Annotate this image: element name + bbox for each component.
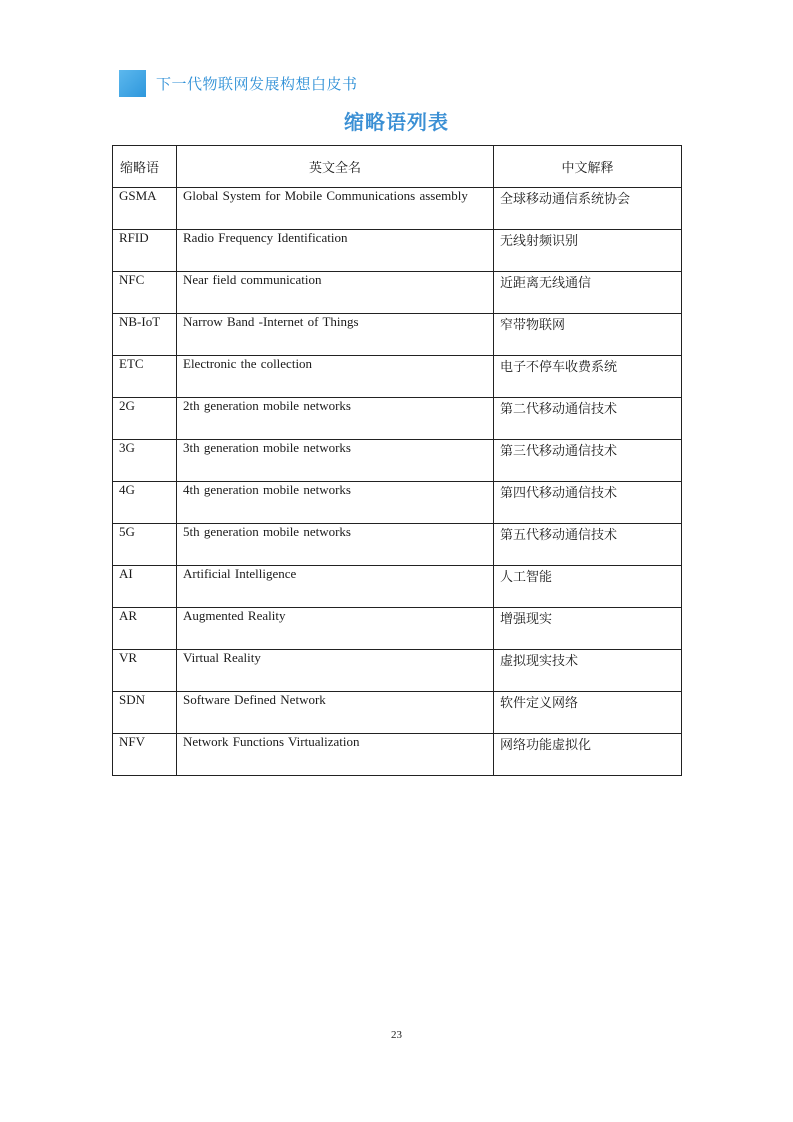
abbreviation-cell: NFV bbox=[113, 734, 177, 776]
abbreviation-cell: 2G bbox=[113, 398, 177, 440]
english-name-cell: Near field communication bbox=[177, 272, 494, 314]
abbreviation-cell: VR bbox=[113, 650, 177, 692]
chinese-explanation-cell: 第三代移动通信技术 bbox=[494, 440, 682, 482]
english-name-cell: 5th generation mobile networks bbox=[177, 524, 494, 566]
table-row bbox=[113, 230, 682, 272]
table-row bbox=[113, 692, 682, 734]
table-row bbox=[113, 566, 682, 608]
table-row bbox=[113, 272, 682, 314]
chinese-explanation-cell: 第四代移动通信技术 bbox=[494, 482, 682, 524]
english-name-cell: Software Defined Network bbox=[177, 692, 494, 734]
chinese-explanation-cell: 第五代移动通信技术 bbox=[494, 524, 682, 566]
abbreviation-table bbox=[112, 145, 682, 776]
abbreviation-cell: ETC bbox=[113, 356, 177, 398]
chinese-explanation-cell: 第二代移动通信技术 bbox=[494, 398, 682, 440]
chinese-explanation-cell: 全球移动通信系统协会 bbox=[494, 188, 682, 230]
chinese-explanation-cell: 无线射频识别 bbox=[494, 230, 682, 272]
abbreviation-cell: RFID bbox=[113, 230, 177, 272]
english-name-cell: Network Functions Virtualization bbox=[177, 734, 494, 776]
abbreviation-cell: 4G bbox=[113, 482, 177, 524]
english-name-cell: Artificial Intelligence bbox=[177, 566, 494, 608]
chinese-explanation-cell: 网络功能虚拟化 bbox=[494, 734, 682, 776]
table-row bbox=[113, 398, 682, 440]
english-name-cell: Narrow Band -Internet of Things bbox=[177, 314, 494, 356]
abbreviation-cell: AI bbox=[113, 566, 177, 608]
chinese-explanation-cell: 窄带物联网 bbox=[494, 314, 682, 356]
column-header-chinese-explanation: 中文解释 bbox=[494, 146, 682, 188]
column-header-abbreviation: 缩略语 bbox=[113, 146, 177, 188]
abbreviation-cell: AR bbox=[113, 608, 177, 650]
english-name-cell: Augmented Reality bbox=[177, 608, 494, 650]
abbreviation-cell: GSMA bbox=[113, 188, 177, 230]
english-name-cell: Global System for Mobile Communications assembly bbox=[177, 188, 494, 230]
english-name-cell: 4th generation mobile networks bbox=[177, 482, 494, 524]
column-header-english-name: 英文全名 bbox=[177, 146, 494, 188]
abbreviation-cell: 3G bbox=[113, 440, 177, 482]
header-title: 下一代物联网发展构想白皮书 bbox=[156, 75, 358, 93]
table-body bbox=[113, 188, 682, 776]
chinese-explanation-cell: 增强现实 bbox=[494, 608, 682, 650]
english-name-cell: 2th generation mobile networks bbox=[177, 398, 494, 440]
document-header bbox=[119, 70, 358, 97]
chinese-explanation-cell: 虚拟现实技术 bbox=[494, 650, 682, 692]
table-row bbox=[113, 650, 682, 692]
table-row bbox=[113, 188, 682, 230]
table-row bbox=[113, 440, 682, 482]
abbreviation-cell: NB-IoT bbox=[113, 314, 177, 356]
english-name-cell: Radio Frequency Identification bbox=[177, 230, 494, 272]
table-header-row bbox=[113, 146, 682, 188]
chinese-explanation-cell: 电子不停车收费系统 bbox=[494, 356, 682, 398]
table-row bbox=[113, 482, 682, 524]
chinese-explanation-cell: 人工智能 bbox=[494, 566, 682, 608]
table-row bbox=[113, 356, 682, 398]
header-logo-square bbox=[119, 70, 146, 97]
page-number: 23 bbox=[391, 1029, 402, 1041]
abbreviation-cell: 5G bbox=[113, 524, 177, 566]
table-row bbox=[113, 734, 682, 776]
abbreviation-cell: SDN bbox=[113, 692, 177, 734]
table-row bbox=[113, 314, 682, 356]
table-row bbox=[113, 608, 682, 650]
chinese-explanation-cell: 软件定义网络 bbox=[494, 692, 682, 734]
page-title: 缩略语列表 bbox=[344, 110, 449, 134]
table-row bbox=[113, 524, 682, 566]
english-name-cell: Virtual Reality bbox=[177, 650, 494, 692]
english-name-cell: 3th generation mobile networks bbox=[177, 440, 494, 482]
chinese-explanation-cell: 近距离无线通信 bbox=[494, 272, 682, 314]
english-name-cell: Electronic the collection bbox=[177, 356, 494, 398]
abbreviation-cell: NFC bbox=[113, 272, 177, 314]
